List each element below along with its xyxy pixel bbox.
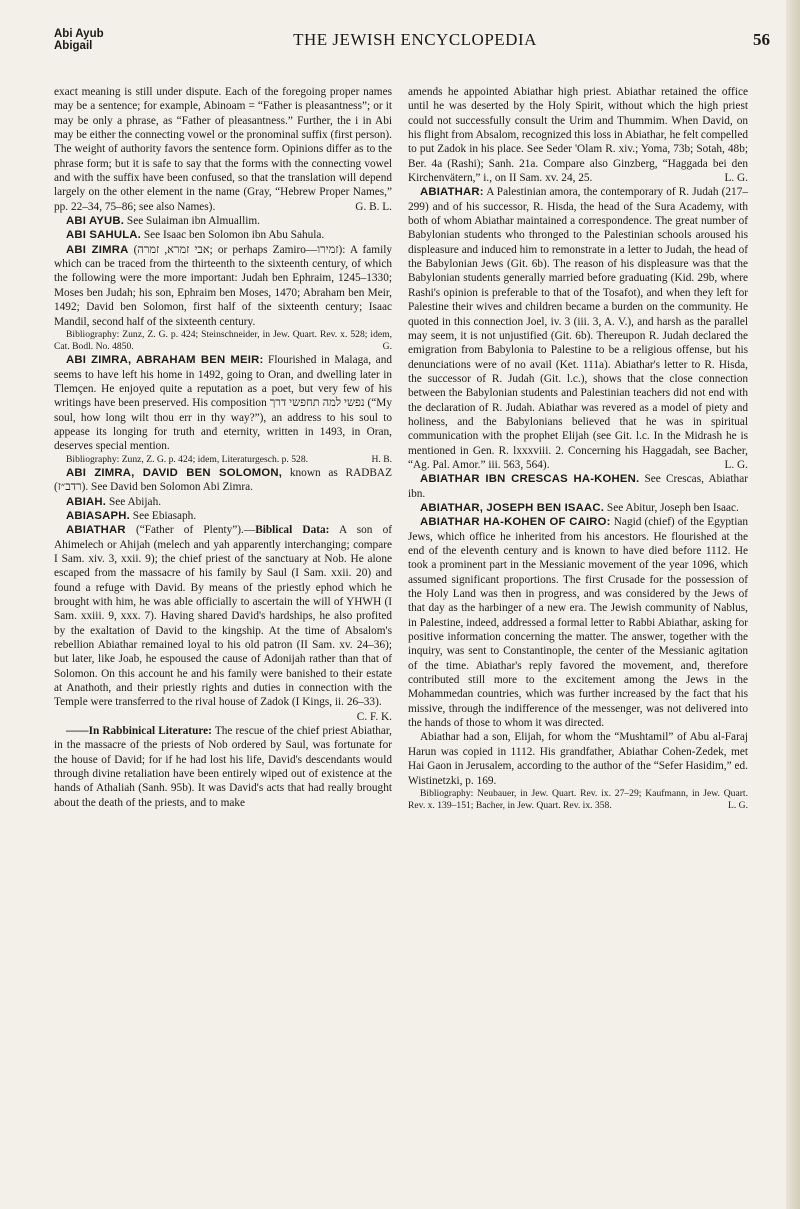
page-edge-shadow xyxy=(786,0,800,1209)
entry-text: Flourished in Malaga, and seems to have left his home in 1492, going to Oran, and dwelling later in Tlemçen. He enjoyed quite a reputation as a poet, but very few of his writings have been preserved. His composition נפשי למה תחפשי דרך (“My soul, how long wilt thou err in thy way?”), an address to his soul to appease its longing for truth and eternity, written in 1493, in Oran, deserves special mention. xyxy=(54,354,393,453)
entry-headword: ABI SAHULA. xyxy=(66,229,142,242)
entry-abiathar-joseph xyxy=(408,501,748,515)
left-column xyxy=(54,85,392,810)
publication-title: THE JEWISH ENCYCLOPEDIA xyxy=(293,30,537,49)
entry-text: A Palestinian amora, the contemporary of R. Judah (217–299) and of his successor, R. Hisda, the head of the Sura Academy, with both of whom Abiathar maintained a correspondence. The great number of Babylonian students who thronged to the Palestinian schools aroused his displeasure and induced him to remonstrate in a letter to Judah, the head of the Babylonian Jews (Git. 6b). The reason of his displeasure was that the Babylonian students generally married before graduating (Kid. 29b, where Rashi's opinion is preferable to that of the Tosafot), and when they left for Palestine their wives and children became a burden on the community. He quoted in this connection Joel, iv. 3 (iii. 3, A. V.), and harsh as the parallel may seem, it is not unjustified (Git. 6b). Thereupon R. Judah declared the emigration from Babylonia to Palestine to be a religious offense, but his denunciations were of no avail (Ket. 111a). Abiathar's letter to R. Hisda, the successor of R. Judah (Git. l.c.), shows that the close connection between the Babylonian students and Palestinian teachers did not end with the declaration of R. Judah. Abiathar was revered as a model of piety and holiness, and the Babylonians believed that he was in spiritual communication with the prophet Elijah (see Git. l.c. In the Midrash he is mentioned in Gen. R. lxxxviii. 2. Concerning his Haggadah, see Bacher, “Ag. Pal. Amor.” iii. 563, 564). xyxy=(408,186,748,471)
author-signature: H. B. xyxy=(371,453,392,465)
entry-headword: ABI ZIMRA, ABRAHAM BEN MEIR: xyxy=(66,354,264,367)
entry-text: See Sulaiman ibn Almuallim. xyxy=(126,215,260,228)
page-number: 56 xyxy=(753,30,770,49)
entry-abi-zimra xyxy=(54,243,392,329)
paragraph-abiathar-continuation xyxy=(408,85,748,185)
entry-text: See Isaac ben Solomon ibn Abu Sahula. xyxy=(143,229,325,242)
entry-headword: ABIASAPH. xyxy=(66,509,130,522)
entry-abiathar-cairo xyxy=(408,515,748,730)
entry-text: known as RADBAZ (רדב״ז). See David ben Solomon Abi Zimra. xyxy=(54,466,392,494)
guide-word-first: Abi Ayub xyxy=(54,28,104,40)
author-signature: L. G. xyxy=(724,172,748,185)
bibliography-text: Bibliography: Neubauer, in Jew. Quart. Rev. ix. 27–29; Kaufmann, in Jew. Quart. Rev. x. 139–151; Bacher, in Jew. Quart. Rev. ix. 358. xyxy=(408,787,748,812)
entry-headword: ABIATHAR HA-KOHEN OF CAIRO: xyxy=(420,516,611,529)
entry-text: See Crescas, Abiathar ibn. xyxy=(408,473,748,500)
entry-abiasaph xyxy=(54,509,392,523)
author-signature: C. F. K. xyxy=(356,710,392,723)
entry-text: A son of Ahimelech or Ahijah (melech and yah apparently interchanging; compare I Sam. xiv. 3, xxii. 9); the chief priest of the sanctuary at Nob. He alone escaped from the massacre of his family by Saul (I Sam. xxii. 20) and found a refuge with David. By means of the priestly ephod which he brought with him, he was able officially to ascertain the will of YHWH (I Sam. xxiii. 9, xxx. 7). Having shared David's hardships, he also profited by the exaltation of David to the kingship. At the time of Absalom's rebellion Abiathar remained loyal to his old patron (II Sam. xv. 24–36); but later, like Joab, he espoused the cause of Adonijah rather than that of Solomon. On this account he and his family were banished to their estate at Anathoth, and their priestly rights and duties in connection with the Temple were transferred to the rival house of Zadok (I Kings, ii. 26–33). xyxy=(54,524,393,709)
entry-text: See Abijah. xyxy=(108,495,162,508)
entry-text: The rescue of the chief priest Abiathar, in the massacre of the priests of Nob ordered by Saul, was fortunate for the house of David; for if he had lost his life, David's descendants would through divine retaliation have been entirely wiped out of existence at the hands of Athaliah (Sanh. 95b). It was David's acts that had really brought about the death of the priests, and to make xyxy=(54,725,393,809)
author-signature: L. G. xyxy=(728,800,748,812)
entry-subheading: ——In Rabbinical Literature: xyxy=(66,725,212,738)
entry-text: (אבי זמרא, זמרה; or perhaps Zamiro—זמירו): A family which can be traced from the thirteenth to the sixteenth century, of which the following were the more important: Judah ben Ephraim, 1245–1330; Moses ben Judah; his son, Ephraim ben Moses, 1470; Abraham ben Meir, 1492; David ben Solomon, first half of the sixteenth century; Isaac Mandil, second half of the sixteenth century. xyxy=(54,243,393,328)
entry-headword: ABIATHAR IBN CRESCAS HA-KOHEN. xyxy=(420,473,640,486)
entry-headword: ABI ZIMRA, DAVID BEN SOLOMON, xyxy=(66,466,283,479)
bibliography-text: Bibliography: Zunz, Z. G. p. 424; idem, Literaturgesch. p. 528. xyxy=(66,453,309,465)
entry-headword: ABIATHAR, JOSEPH BEN ISAAC. xyxy=(420,501,605,514)
entry-text: See Abitur, Joseph ben Isaac. xyxy=(606,501,739,514)
entry-abiathar-rabbinical xyxy=(54,724,392,810)
entry-headword: ABI AYUB. xyxy=(66,215,125,228)
entry-abi-zimra-abraham xyxy=(54,353,392,453)
entry-abi-ayub xyxy=(54,214,392,228)
entry-gloss: (“Father of Plenty”).— xyxy=(135,524,256,537)
running-header xyxy=(54,28,776,68)
entry-text: See Ebiasaph. xyxy=(132,509,197,522)
entry-abiathar-ibn-crescas xyxy=(408,472,748,501)
entry-subheading: Biblical Data: xyxy=(255,524,330,537)
body-text: exact meaning is still under dispute. Each of the foregoing proper names may be a sentence; for example, Abinoam = “Father is pleasantness”; or it may be only a phrase, as “Father of pleasantness.” Further, the i in Abi may be either the connecting vowel or the pronominal suffix (first person). The weight of authority favors the sentence form. Opinions differ as to the phrase form; but it is safe to say that the forms with the connecting vowel and with the suffix have been confused, so that the translation will depend largely on the other element in the name (Gray, “Hebrew Proper Names,” pp. 22–34, 75–86; see also Names). xyxy=(54,86,392,213)
author-signature: L. G. xyxy=(724,458,748,471)
entry-headword: ABIATHAR: xyxy=(420,186,484,199)
paragraph-abi-continuation xyxy=(54,85,392,214)
author-signature: G. B. L. xyxy=(355,200,392,213)
bibliography xyxy=(408,788,748,812)
body-text: amends he appointed Abiathar high priest. Abiathar retained the office until he was deserted by the Holy Spirit, without which the high priest could not successfully consult the Urim and Thummim. When David, on his flight from Absalom, recognized this loss in Abiathar, he felt compelled to put Zadok in his place. See Seder 'Olam R. xiv.; Yoma, 73b; Sotah, 48b; Ber. 4a (Rashi); Sanh. 21a. Compare also Ginzberg, “Haggada bei den Kirchenvätern,” i., on II Sam. xv. 24, 25. xyxy=(408,86,748,185)
entry-abiah xyxy=(54,495,392,509)
bibliography xyxy=(54,329,392,353)
entry-text: Nagid (chief) of the Egyptian Jews, which office he inherited from his ancestors. He flourished at the end of the eleventh century and is known to have died before 1112. He took a prominent part in the Messianic movement of the year 1096, which assumed significant proportions. The first Crusade for the possession of the Holy Land was then in progress, and was considered by the Jews of that day as the harbinger of a new era. The Jewish community of Nablus, in Palestine, indeed, addressed a formal letter to Rabbi Abiathar, asking for positive information concerning the matter. The answer, together with the inquiry, was sent to Constantinople, the center of the Messianic agitation of the time. Abiathar's reply favored the movement, and, therefore contributed still more to the excitement among the Jews in the Mohammedan countries, which was further increased by the fact that his missive, through the indifference of the messenger, was not delivered into the hands of those to whom it was directed. xyxy=(408,516,748,730)
author-signature: G. xyxy=(382,341,392,353)
paragraph: Abiathar had a son, Elijah, for whom the “Mushtamil” of Abu al-Faraj Harun was copied in 1112. His grandfather, Abiathar Cohen-Zedek, met Hai Gaon in Jerusalem, according to the author of the “Sefer Hasidim,” ed. Wistinetzki, p. 169. xyxy=(408,731,748,787)
guide-word-last: Abigail xyxy=(54,40,93,52)
entry-headword: ABI ZIMRA xyxy=(66,243,129,256)
bibliography-text: Bibliography: Zunz, Z. G. p. 424; Steinschneider, in Jew. Quart. Rev. x. 528; idem, Cat. Bodl. No. 4850. xyxy=(54,328,392,353)
entry-abiathar-amora xyxy=(408,185,748,472)
entry-abiathar-biblical xyxy=(54,523,393,723)
bibliography xyxy=(54,454,392,466)
entry-headword: ABIATHAR xyxy=(66,524,126,537)
entry-abi-zimra-david xyxy=(54,466,392,495)
entry-headword: ABIAH. xyxy=(66,495,107,508)
entry-abi-sahula xyxy=(54,228,392,242)
right-column xyxy=(408,85,748,812)
